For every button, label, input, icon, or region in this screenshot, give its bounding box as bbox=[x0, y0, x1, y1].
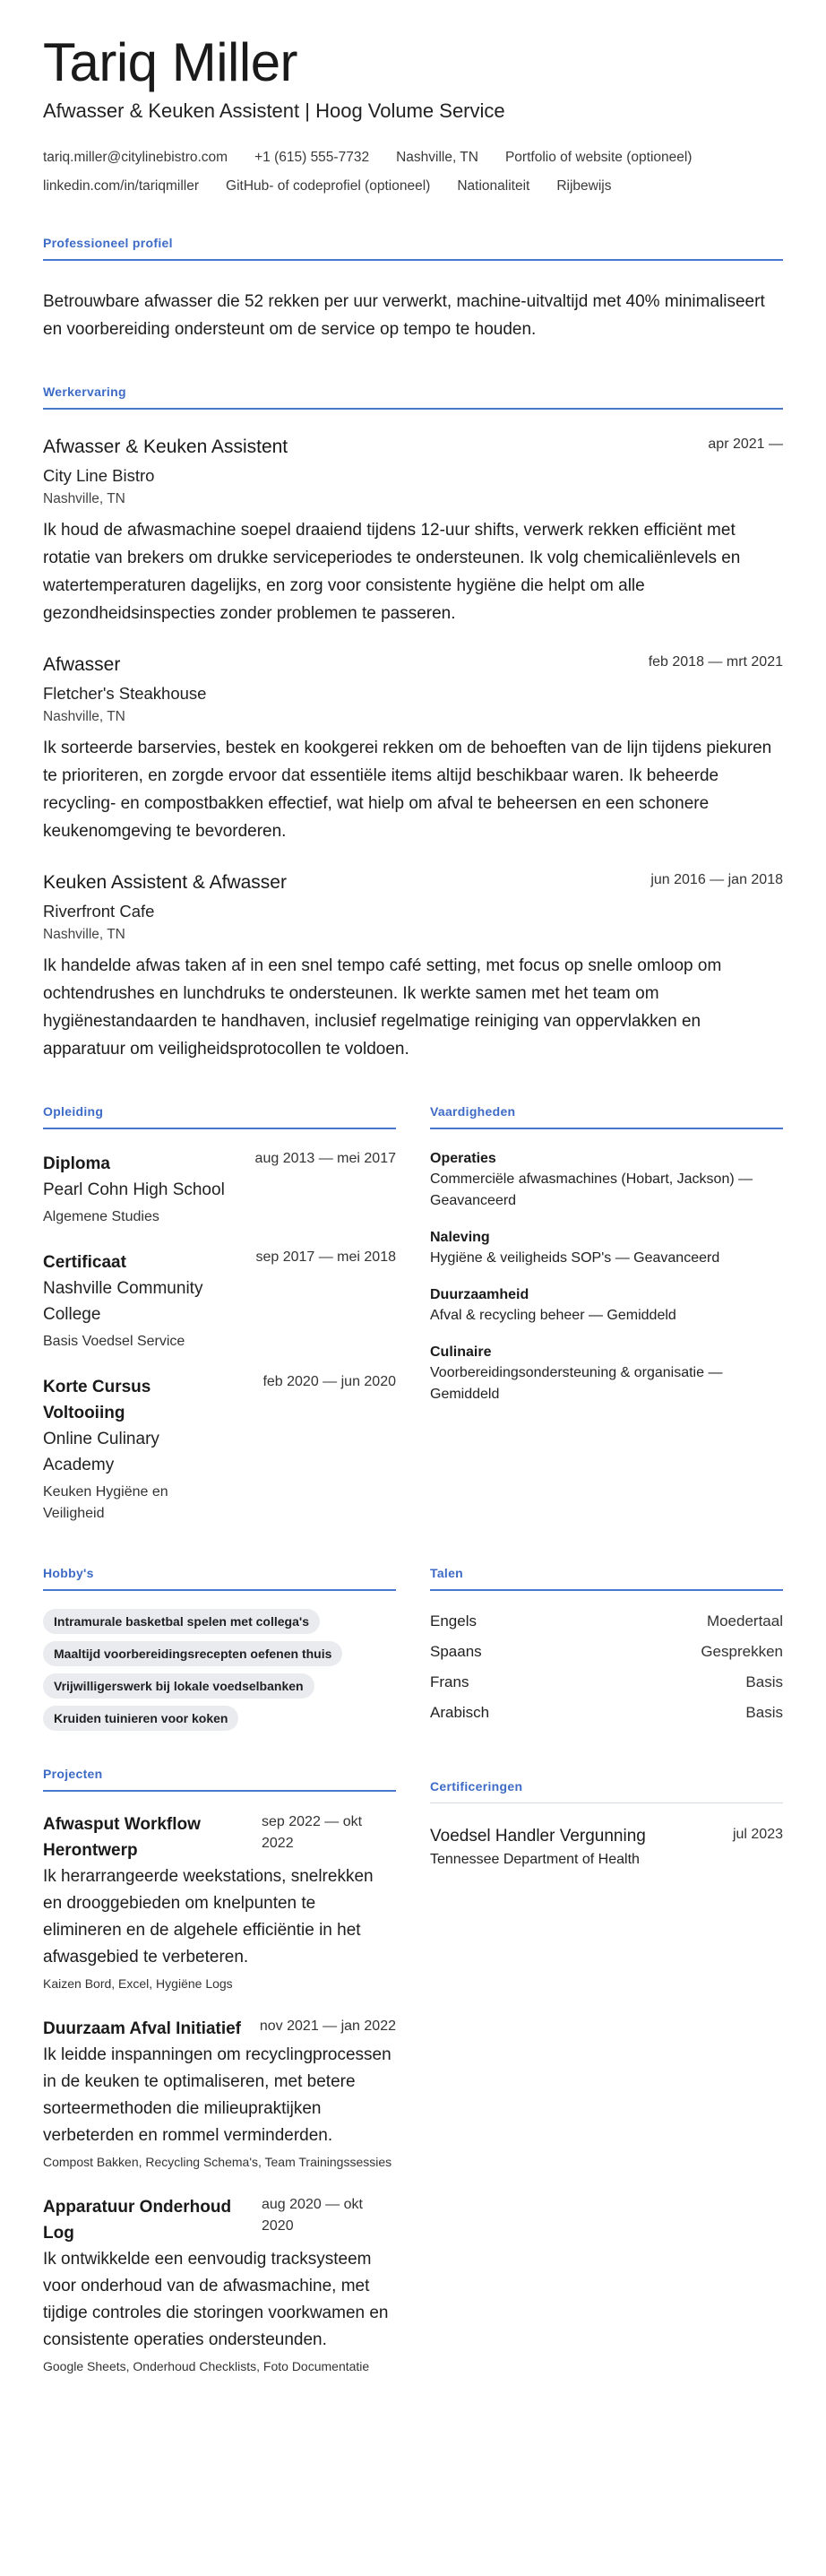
skill-name: Duurzaamheid bbox=[430, 1287, 529, 1302]
education-dates: feb 2020 — jun 2020 bbox=[262, 1374, 396, 1389]
education-field: Algemene Studies bbox=[43, 1209, 159, 1224]
education-dates: sep 2017 — mei 2018 bbox=[255, 1249, 396, 1265]
education-dates: aug 2013 — mei 2017 bbox=[254, 1151, 396, 1166]
job-description: Ik sorteerde barservies, bestek en kookgerei rekken om de behoeften van de lijn tijdens piekuren te prioriteren, en zorgde ervoor dat essentiële items altijd beschikbaar waren. Ik beheerde recycling- en compostbakken effectief, wat hielp om afval te beheersen en een schonere keukenomgeving te bevorderen. bbox=[43, 739, 772, 841]
certification-entry bbox=[430, 1827, 783, 1868]
contact-portfolio[interactable]: Portfolio of website (optioneel) bbox=[504, 150, 693, 165]
education-degree: Certificaat bbox=[43, 1253, 126, 1272]
education-field: Keuken Hygiëne en Veiligheid bbox=[43, 1484, 168, 1521]
project-description: Ik herarrangeerde weekstations, snelrekken en drooggebieden om knelpunten te elimineren en de algehele efficiëntie in het afwasgebied te verbeteren. bbox=[43, 1867, 374, 1967]
job-dates: apr 2021 — bbox=[708, 437, 783, 452]
certification-org: Tennessee Department of Health bbox=[430, 1852, 640, 1867]
job-dates: feb 2018 — mrt 2021 bbox=[648, 654, 783, 670]
project-entry bbox=[43, 1811, 396, 1993]
hobby-list bbox=[43, 1609, 396, 1731]
resume-header bbox=[43, 34, 783, 194]
job-company: Riverfront Cafe bbox=[43, 902, 155, 921]
education-school: Nashville Community College bbox=[43, 1279, 203, 1324]
section-title: Professioneel profiel bbox=[43, 236, 783, 261]
project-dates: sep 2022 — okt 2022 bbox=[262, 1814, 363, 1851]
contact-email[interactable]: tariq.miller@citylinebistro.com bbox=[43, 150, 228, 165]
language-level: Basis bbox=[745, 1673, 783, 1690]
project-tools: Compost Bakken, Recycling Schema's, Team Trainingssessies bbox=[43, 2155, 392, 2169]
hobby-chip: Kruiden tuinieren voor koken bbox=[43, 1706, 238, 1731]
skill-detail: Afval & recycling beheer — Gemiddeld bbox=[430, 1308, 676, 1323]
job-entry bbox=[43, 654, 783, 845]
project-title: Duurzaam Afval Initiatief bbox=[43, 2019, 242, 2038]
profile-section bbox=[43, 236, 783, 343]
projects-section bbox=[43, 1767, 396, 2375]
education-school: Pearl Cohn High School bbox=[43, 1180, 225, 1199]
job-company: City Line Bistro bbox=[43, 466, 155, 485]
section-title: Projecten bbox=[43, 1767, 396, 1792]
language-name: Arabisch bbox=[430, 1704, 490, 1721]
languages-section bbox=[430, 1566, 783, 1731]
skill-detail: Hygiëne & veiligheids SOP's — Geavanceerd bbox=[430, 1250, 720, 1266]
education-entry bbox=[43, 1374, 396, 1525]
project-title: Afwasput Workflow Herontwerp bbox=[43, 1815, 201, 1860]
language-level: Gesprekken bbox=[701, 1643, 783, 1660]
contact-license: Rijbewijs bbox=[556, 178, 612, 194]
project-title: Apparatuur Onderhoud Log bbox=[43, 2198, 232, 2243]
skill-name: Operaties bbox=[430, 1151, 496, 1166]
education-degree: Korte Cursus Voltooiing bbox=[43, 1378, 151, 1422]
hobby-chip: Maaltijd voorbereidingsrecepten oefenen thuis bbox=[43, 1641, 342, 1666]
education-skills-row bbox=[43, 1104, 783, 1525]
language-name: Engels bbox=[430, 1612, 477, 1629]
education-section bbox=[43, 1104, 396, 1525]
section-title: Hobby's bbox=[43, 1566, 396, 1591]
skill-entry bbox=[430, 1151, 783, 1212]
hobbies-languages-row bbox=[43, 1566, 783, 1731]
skill-name: Naleving bbox=[430, 1230, 490, 1245]
skill-entry bbox=[430, 1344, 783, 1405]
skill-detail: Commerciële afwasmachines (Hobart, Jackson) — Geavanceerd bbox=[430, 1171, 753, 1208]
language-name: Spaans bbox=[430, 1643, 482, 1660]
job-dates: jun 2016 — jan 2018 bbox=[650, 872, 783, 887]
education-field: Basis Voedsel Service bbox=[43, 1334, 185, 1349]
certifications-section bbox=[430, 1767, 783, 2375]
project-tools: Google Sheets, Onderhoud Checklists, Foto Documentatie bbox=[43, 2359, 370, 2373]
job-entry bbox=[43, 872, 783, 1063]
contact-phone[interactable]: +1 (615) 555-7732 bbox=[254, 150, 370, 165]
job-description: Ik houd de afwasmachine soepel draaiend tijdens 12-uur shifts, verwerk rekken efficiënt met rotatie van brekers om drukke serviceperiodes te ondersteunen. Ik volg chemicaliënlevels en watertemperaturen dagelijks, en zorg voor consistente hygiëne die helpt om alle gezondheidsinspecties zonder problemen te passeren. bbox=[43, 521, 741, 623]
section-title: Opleiding bbox=[43, 1104, 396, 1129]
job-location: Nashville, TN bbox=[43, 709, 125, 724]
contact-linkedin[interactable]: linkedin.com/in/tariqmiller bbox=[43, 178, 200, 194]
contact-nationality: Nationaliteit bbox=[457, 178, 530, 194]
section-title: Talen bbox=[430, 1566, 783, 1591]
job-description: Ik handelde afwas taken af in een snel tempo café setting, met focus op snelle omloop om ochtendrushes en lunchdruks te ondersteunen. Ik werkte samen met het team om hygiënestandaarden te handhaven, inclusief regelmatige reiniging van oppervlakken en apparatuur om veiligheidsprotocollen te voldoen. bbox=[43, 956, 722, 1059]
project-entry bbox=[43, 2016, 396, 2171]
language-level: Basis bbox=[745, 1704, 783, 1721]
language-list bbox=[430, 1611, 783, 1724]
profile-text: Betrouwbare afwasser die 52 rekken per uur verwerkt, machine-uitvaltijd met 40% minimaliseert en voorbereiding ondersteunt om de service op tempo te houden. bbox=[43, 292, 765, 339]
education-school: Online Culinary Academy bbox=[43, 1430, 159, 1474]
contact-github[interactable]: GitHub- of codeprofiel (optioneel) bbox=[226, 178, 431, 194]
experience-section bbox=[43, 385, 783, 1063]
education-entry bbox=[43, 1151, 396, 1228]
language-row bbox=[430, 1672, 783, 1693]
project-description: Ik ontwikkelde een eenvoudig tracksysteem voor onderhoud van de afwasmachine, met tijdige controles die storingen voorkwamen en consistente operaties ondersteunden. bbox=[43, 2250, 389, 2349]
project-description: Ik leidde inspanningen om recyclingprocessen in de keuken te optimaliseren, met betere sorteermethoden die milieupraktijken verbeterden en rommel verminderden. bbox=[43, 2045, 391, 2145]
skill-detail: Voorbereidingsondersteuning & organisatie — Gemiddeld bbox=[430, 1365, 723, 1402]
project-dates: aug 2020 — okt 2020 bbox=[262, 2197, 363, 2234]
language-row bbox=[430, 1702, 783, 1724]
language-row bbox=[430, 1641, 783, 1663]
hobby-chip: Vrijwilligerswerk bij lokale voedselbanken bbox=[43, 1673, 314, 1699]
candidate-headline: Afwasser & Keuken Assistent | Hoog Volume Service bbox=[43, 99, 505, 122]
certification-date: jul 2023 bbox=[732, 1827, 783, 1842]
language-row bbox=[430, 1611, 783, 1632]
language-level: Moedertaal bbox=[706, 1612, 783, 1629]
skill-name: Culinaire bbox=[430, 1344, 492, 1360]
hobbies-section bbox=[43, 1566, 396, 1731]
contact-list bbox=[43, 150, 783, 194]
skill-entry bbox=[430, 1287, 783, 1327]
job-title: Afwasser & Keuken Assistent bbox=[43, 437, 288, 457]
certification-name: Voedsel Handler Vergunning bbox=[430, 1827, 646, 1846]
hobby-chip: Intramurale basketbal spelen met collega's bbox=[43, 1609, 320, 1634]
job-title: Keuken Assistent & Afwasser bbox=[43, 872, 287, 893]
job-entry bbox=[43, 437, 783, 627]
education-degree: Diploma bbox=[43, 1154, 110, 1173]
project-tools: Kaizen Bord, Excel, Hygiëne Logs bbox=[43, 1976, 233, 1991]
job-location: Nashville, TN bbox=[43, 491, 125, 506]
language-name: Frans bbox=[430, 1673, 469, 1690]
job-title: Afwasser bbox=[43, 654, 121, 675]
job-company: Fletcher's Steakhouse bbox=[43, 684, 207, 703]
job-location: Nashville, TN bbox=[43, 927, 125, 942]
candidate-name: Tariq Miller bbox=[43, 32, 298, 92]
section-title: Vaardigheden bbox=[430, 1104, 783, 1129]
projects-certifications-row bbox=[43, 1767, 783, 2375]
contact-location: Nashville, TN bbox=[396, 150, 478, 165]
education-entry bbox=[43, 1249, 396, 1353]
project-dates: nov 2021 — jan 2022 bbox=[259, 2018, 396, 2034]
section-title: Certificeringen bbox=[430, 1779, 783, 1803]
skills-section bbox=[430, 1104, 783, 1525]
skill-entry bbox=[430, 1230, 783, 1269]
project-entry bbox=[43, 2194, 396, 2375]
section-title: Werkervaring bbox=[43, 385, 783, 410]
